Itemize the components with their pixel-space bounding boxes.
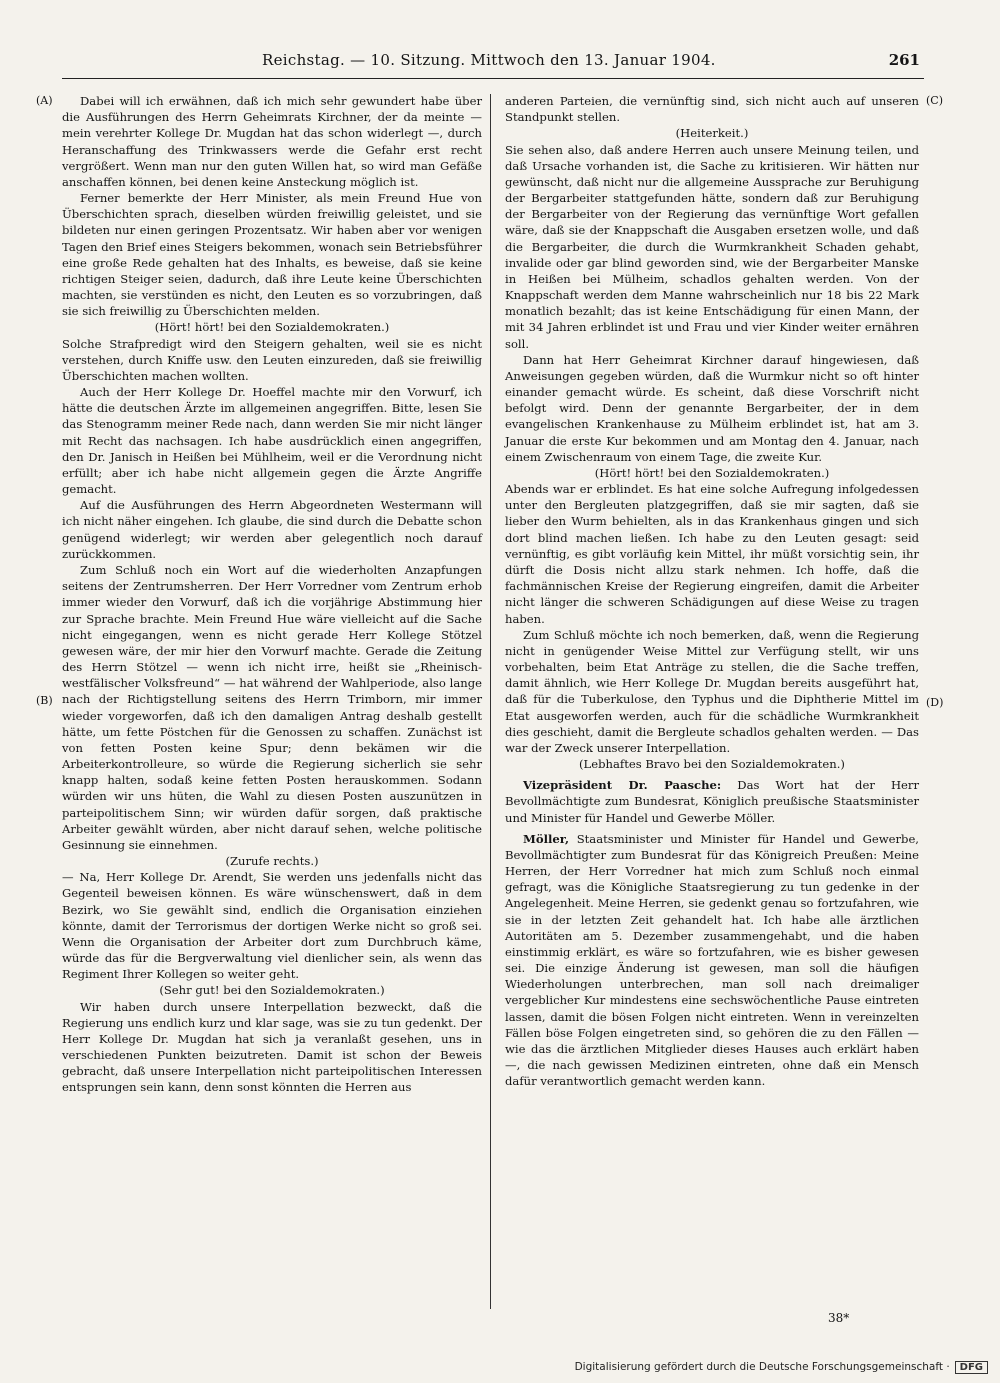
paragraph: Dann hat Herr Geheimrat Kirchner darauf hingewiesen, daß Anweisungen gegeben würden, daß die Wurmkur nicht so oft hinter einander gemacht würde. Es scheint, daß diese Vorschrift nicht befolgt wird. Denn der genannte Bergarbeiter, der in dem evangelischen Krankenhause zu Mülheim erblindet ist, hat am 3. Januar die erste Kur bekommen und am Montag den 4. Januar, nach einem Zwischenraum von einem Tage, die zweite Kur. (505, 352, 919, 464)
speaker-paragraph (505, 777, 919, 826)
page-number: 261 (888, 51, 920, 69)
header-rule (62, 78, 924, 79)
speaker-paragraph (505, 831, 919, 1090)
paragraph: Solche Strafpredigt wird den Steigern gehalten, weil sie es nicht verstehen, durch Kniffe usw. den Leuten einzureden, daß sie freiwillig Überschichten machen wollten. (62, 336, 482, 383)
interjection: (Zurufe rechts.) (225, 854, 319, 869)
left-column (62, 93, 482, 1096)
speaker-text: Staatsminister und Minister für Handel und Gewerbe, Bevollmächtigter zum Bundesrat für das Königreich Preußen: Meine Herren, der Herr Vorredner hat mich zum Schluß noch einmal gefragt, was die Königliche Staatsregierung zu tun gedenke in der Angelegenheit. Meine Herren, sie gedenkt genau so fortzufahren, wie sie in der letzten Zeit gehandelt hat. Ich habe alle ärztlichen Autoritäten am 5. Dezember zusammengehabt, und die haben einstimmig erklärt, es wäre so fortzufahren, wie es bisher gewesen sei. Die einzige Änderung ist gewesen, man soll die häufigen Wiederholungen unterbrechen, man soll nach dreimaliger vergeblicher Kur mindestens eine sechswöchentliche Pause eintreten lassen, damit die bösen Folgen nicht eintreten. Wenn in vereinzelten Fällen böse Folgen eingetreten sind, so gehören die zu den Fällen — wie das die ärztlichen Mitglieder dieses Hauses auch erklärt haben —, die nach gewissen Medizinen eintreten, ohne daß ein Mensch dafür verantwortlich gemacht werden kann. (505, 831, 919, 1089)
column-divider (490, 94, 491, 1309)
interjection: (Hört! hört! bei den Sozialdemokraten.) (154, 320, 390, 335)
margin-mark-c: (C) (926, 94, 943, 107)
dfg-logo: DFG (955, 1361, 988, 1374)
speaker-text: Das Wort hat der Herr Bevollmächtigte zum Bundesrat, Königlich preußische Staatsminister und Minister für Handel und Gewerbe Möller. (505, 778, 919, 825)
paragraph: Zum Schluß noch ein Wort auf die wiederholten Anzapfungen seitens der Zentrumsherren. Der Herr Vorredner vom Zentrum erhob immer wieder den Vorwurf, daß ich die vorjährige Abstimmung hier zur Sprache brachte. Mein Freund Hue wäre vielleicht auf die Sache nicht eingegangen, wenn es nicht gerade Herr Kollege Stötzel gewesen wäre, der mir hier den Vorwurf machte. Gerade die Zeitung des Herrn Stötzel — wenn ich nicht irre, heißt sie „Rheinisch-westfälischer Volksfreund“ — hat während der Wahlperiode, also lange nach der Richtigstellung seitens des Herrn Trimborn, mir immer wieder vorgeworfen, daß ich den damaligen Antrag deshalb gestellt hätte, um fette Pöstchen für die Genossen zu schaffen. Zunächst ist von fetten Posten keine Spur; denn bekämen wir die Arbeiterkontrolleure, so würde die Regierung sicherlich sie sehr knapp halten, sodaß keine fetten Posten herauskommen. Sodann würden wir uns hüten, die Wahl zu diesen Posten auszunützen in parteipolitischem Sinn; wir würden dafür sorgen, daß praktische Arbeiter gewählt würden, aber nicht darauf sehen, welche politische Gesinnung sie einnehmen. (62, 562, 482, 852)
footer-text: Digitalisierung gefördert durch die Deutsche Forschungsgemeinschaft · (574, 1361, 950, 1373)
speaker-name: Vizepräsident Dr. Paasche: (523, 778, 722, 793)
speaker-name: Möller, (523, 831, 570, 846)
paragraph: Abends war er erblindet. Es hat eine solche Aufregung infolgedessen unter den Bergleuten platzgegriffen, daß sie mir sagten, daß sie lieber den Wurm behielten, als in das Krankenhaus gingen und sich dort blind machen ließen. Ich habe zu den Leuten gesagt: seid vernünftig, es gibt vorläufig kein Mittel, ihr müßt vorsichtig sein, ihr dürft die Dosis nicht allzu stark nehmen. Ich hoffe, daß die fachmännischen Kreise der Regierung eingreifen, damit die Arbeiter nicht länger die schweren Schädigungen auf diese Weise zu tragen haben. (505, 482, 919, 626)
paragraph: Auch der Herr Kollege Dr. Hoeffel machte mir den Vorwurf, ich hätte die deutschen Ärzte im allgemeinen angegriffen. Bitte, lesen Sie das Stenogramm meiner Rede nach, dann werden Sie mir nicht länger mit Recht das nachsagen. Ich habe ausdrücklich einen angegriffen, den Dr. Janisch in Heißen bei Mühlheim, weil er die Verordnung nicht erfüllt; aber ich habe nicht allgemein gegen die Ärzte Angriffe gemacht. (62, 385, 482, 497)
margin-mark-d: (D) (926, 696, 944, 709)
paragraph: Auf die Ausführungen des Herrn Abgeordneten Westermann will ich nicht näher eingehen. Ich glaube, die sind durch die Debatte schon genügend widerlegt; wir werden aber gelegentlich noch darauf zurückkommen. (62, 498, 482, 561)
interjection: (Heiterkeit.) (675, 126, 749, 141)
paragraph: Sie sehen also, daß andere Herren auch unsere Meinung teilen, und daß Ursache vorhanden ist, die Sache zu kritisieren. Wir hätten nur gewünscht, daß nicht nur die allgemeine Aussprache zur Beruhigung der Bergarbeiter stattgefunden hätte, sondern daß zur Beruhigung der Bergarbeiter von der Regierung das vernünftige Wort gefallen wäre, daß sie der Knappschaft die Ausgaben ersetzen wolle, und daß die Bergarbeiter, die durch die Wurmkrankheit Schaden gehabt, invalide oder gar blind geworden sind, wie der Bergarbeiter Manske in Heißen bei Mülheim, schadlos gehalten werden. Von der Knappschaft werden dem Manne wahrscheinlich nur 18 bis 22 Mark monatlich bezahlt; das ist keine Entschädigung für einen Mann, der mit 34 Jahren erblindet ist und Frau und vier Kinder weiter ernähren soll. (505, 142, 919, 351)
paragraph: — Na, Herr Kollege Dr. Arendt, Sie werden uns jedenfalls nicht das Gegenteil beweisen können. Es wäre wünschenswert, daß in dem Bezirk, wo Sie gewählt sind, endlich die Organisation einziehen könnte, damit der Terrorismus der dortigen Werke nicht so groß sei. Wenn die Organisation der Arbeiter dort zum Durchbruch käme, würde das für die Bergverwaltung viel dienlicher sein, als wenn das Regiment Ihrer Kollegen so weiter geht. (62, 870, 482, 982)
paragraph: Zum Schluß möchte ich noch bemerken, daß, wenn die Regierung nicht in genügender Weise Mittel zur Verfügung stellt, wir uns vorbehalten, beim Etat Anträge zu stellen, die die Sache treffen, damit ähnlich, wie Herr Kollege Dr. Mugdan bereits ausgeführt hat, daß für die Tuberkulose, den Typhus und die Diphtherie Mittel im Etat ausgeworfen werden, auch für die schädliche Wurmkrankheit dies geschieht, damit die Bergleute schadlos gehalten werden. — Das war der Zweck unserer Interpellation. (505, 627, 919, 755)
signature-mark: 38* (828, 1311, 850, 1325)
paragraph: Dabei will ich erwähnen, daß ich mich sehr gewundert habe über die Ausführungen des Herrn Geheimrats Kirchner, der da meinte — mein verehrter Kollege Dr. Mugdan hat das schon widerlegt —, durch Heranschaffung des Trinkwassers werde die Gefahr erst recht vergrößert. Wenn man nur den guten Willen hat, so wird man Gefäße anschaffen können, bei denen keine Ansteckung möglich ist. (62, 94, 482, 189)
footer (575, 1361, 988, 1374)
paragraph: anderen Parteien, die vernünftig sind, sich nicht auch auf unseren Standpunkt stellen. (505, 94, 919, 125)
header-title: Reichstag. — 10. Sitzung. Mittwoch den 13. Januar 1904. (262, 51, 716, 69)
paragraph: Ferner bemerkte der Herr Minister, als mein Freund Hue von Überschichten sprach, dieselben würden freiwillig geleistet, und sie bildeten nur einen geringen Prozentsatz. Wir haben aber vor wenigen Tagen den Brief eines Steigers bekommen, wonach sein Betriebsführer eine große Rede gehalten hat des Inhalts, es beweise, daß sie keine richtigen Steiger seien, dadurch, daß ihre Leute keine Überschichten machten, sie verstünden es nicht, den Leuten es so vorzubringen, daß sie sich freiwillig zu Überschichten melden. (62, 191, 482, 319)
interjection: (Sehr gut! bei den Sozialdemokraten.) (159, 983, 385, 998)
interjection: (Hört! hört! bei den Sozialdemokraten.) (594, 465, 830, 480)
page-header (262, 49, 920, 75)
right-column (505, 93, 919, 1089)
margin-mark-a: (A) (36, 94, 53, 107)
margin-mark-b: (B) (36, 694, 53, 707)
paragraph: Wir haben durch unsere Interpellation bezweckt, daß die Regierung uns endlich kurz und klar sage, was sie zu tun gedenkt. Der Herr Kollege Dr. Mugdan hat sich ja veranlaßt gesehen, uns in verschiedenen Punkten beizutreten. Damit ist schon der Beweis gebracht, daß unsere Interpellation nicht parteipolitischen Interessen entsprungen sein kann, denn sonst könnten die Herren aus (62, 999, 482, 1095)
interjection: (Lebhaftes Bravo bei den Sozialdemokraten.) (579, 757, 845, 772)
